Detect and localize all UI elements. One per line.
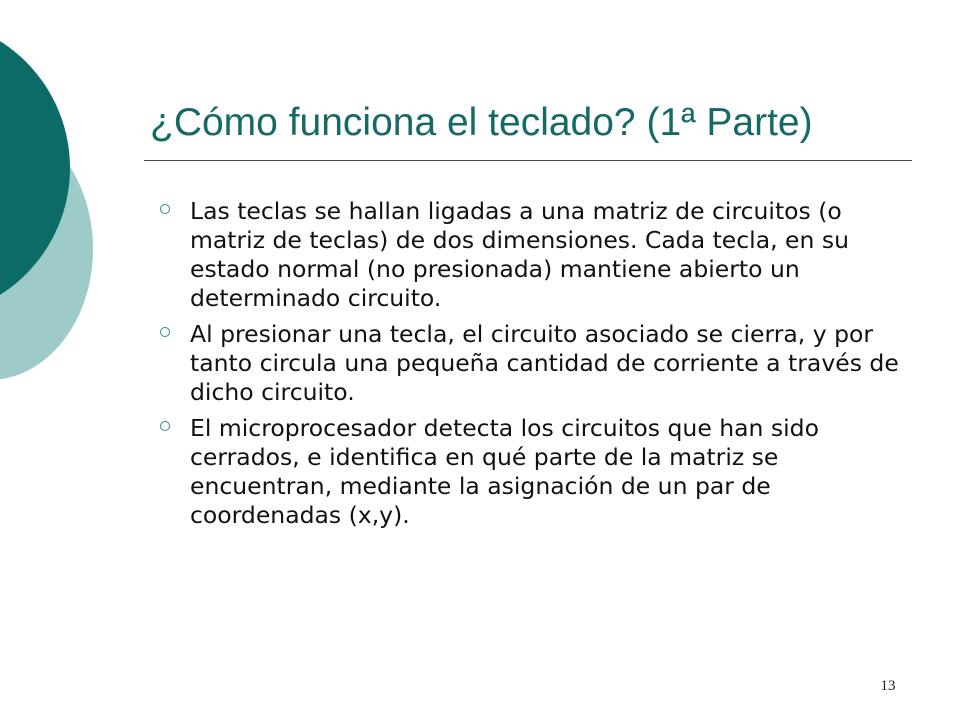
title-divider bbox=[144, 160, 912, 161]
bullet-list bbox=[160, 197, 910, 537]
bullet-item bbox=[160, 197, 910, 313]
bullet-text: Las teclas se hallan ligadas a una matriz de circuitos (o matriz de teclas) de dos dimensiones. Cada tecla, en su estado normal (no presionada) mantiene abierto un determinado circuito. bbox=[190, 197, 849, 312]
bullet-item bbox=[160, 414, 910, 530]
bullet-text: El microprocesador detecta los circuitos que han sido cerrados, e identifica en qué parte de la matriz se encuentran, mediante la asignación de un par de coordenadas (x,y). bbox=[190, 414, 819, 529]
hollow-circle-icon bbox=[160, 204, 170, 214]
page-number: 13 bbox=[880, 678, 896, 694]
slide-title: ¿Cómo funciona el teclado? (1ª Parte) bbox=[150, 101, 813, 144]
bullet-text: Al presionar una tecla, el circuito asociado se cierra, y por tanto circula una pequeña cantidad de corriente a través de dicho circuito. bbox=[190, 320, 899, 406]
bullet-item bbox=[160, 320, 910, 407]
hollow-circle-icon bbox=[160, 421, 170, 431]
hollow-circle-icon bbox=[160, 327, 170, 337]
